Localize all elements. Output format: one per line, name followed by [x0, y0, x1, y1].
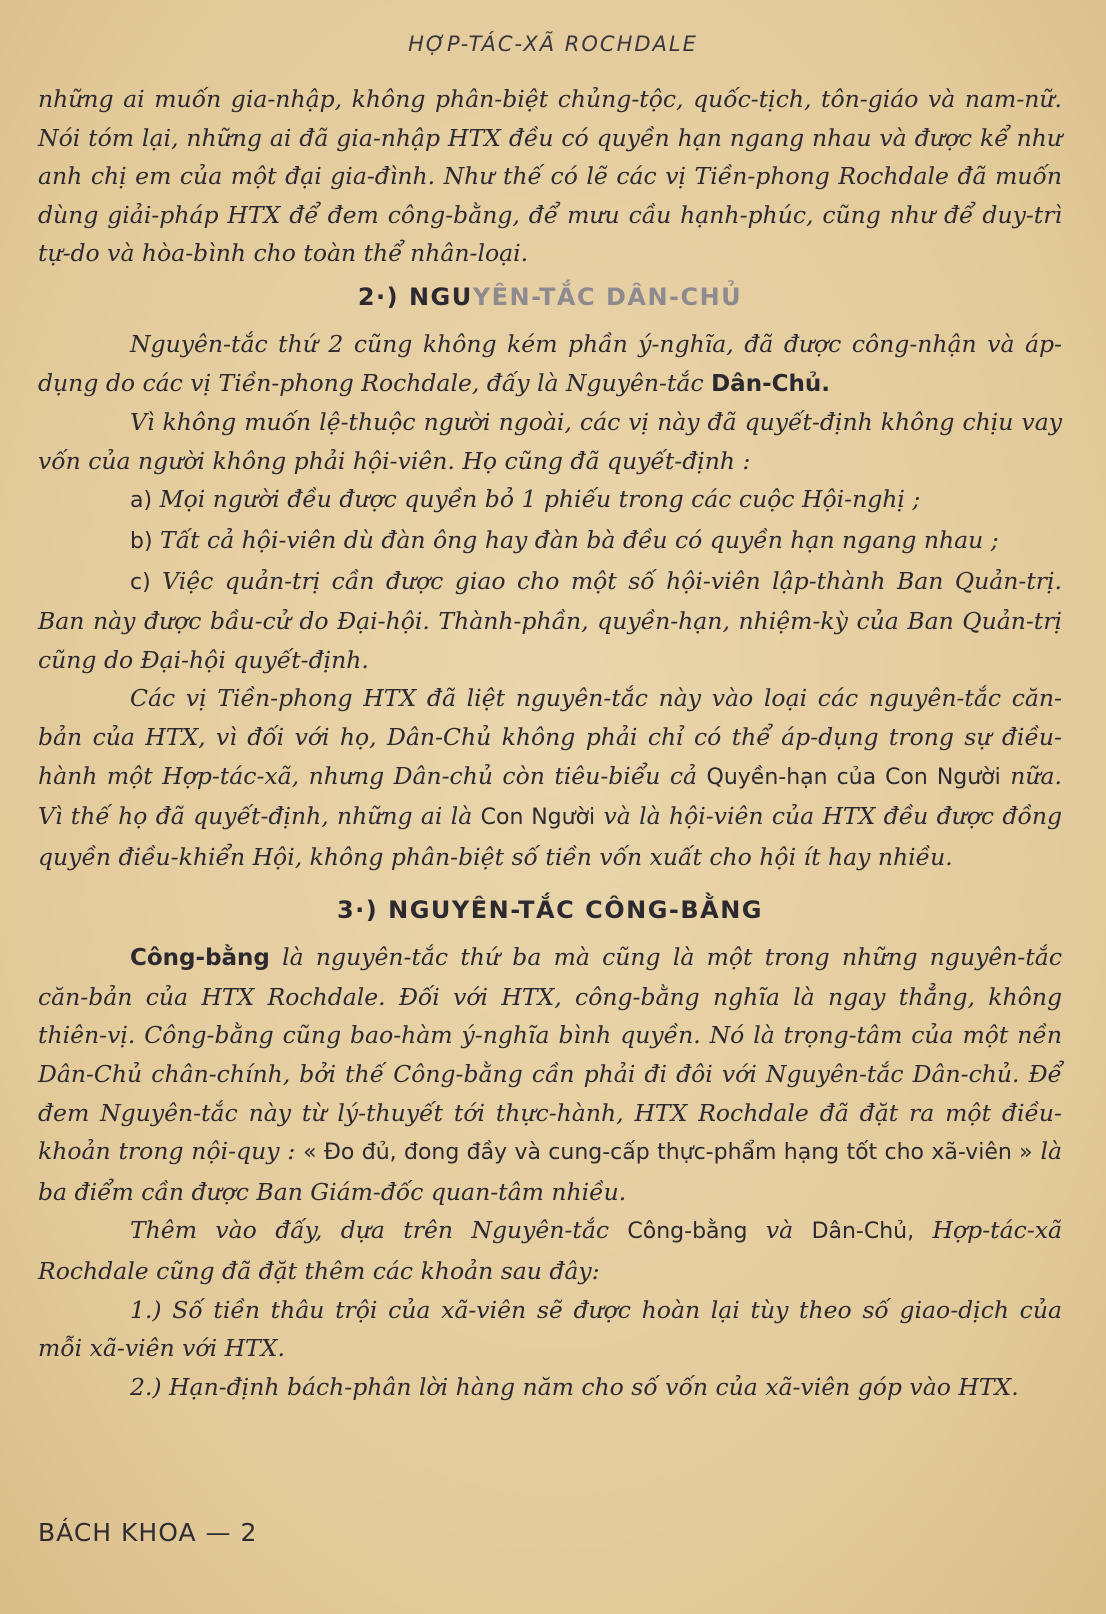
section-heading-3: 3·) NGUYÊN-TẮC CÔNG-BẰNG [336, 896, 764, 925]
paragraph-democracy-rights-b: nữa. Vì thế họ đã quyết-định, những ai là [38, 761, 1062, 831]
term-dan-chu: Dân-Chủ. [711, 370, 830, 397]
paragraph-additions-b: và [765, 1216, 794, 1245]
list-item-2: 2.) Hạn-định bách-phân lời hàng năm cho số vốn của xã-viên góp vào HTX. [130, 1372, 1019, 1401]
paragraph-democracy-decision: Vì không muốn lệ-thuộc người ngoài, các vị này đã quyết-định không chịu vay vốn của người không phải hội-viên. Họ cũng đã quyết-định : [38, 408, 1062, 475]
paragraph-additions-a: Thêm vào đấy, dựa trên Nguyên-tắc [130, 1216, 610, 1245]
page-footer: BÁCH KHOA — 2 [38, 1518, 258, 1547]
running-head: HỢP-TÁC-XÃ ROCHDALE [408, 32, 698, 56]
term-cong-bang: Công-bằng [130, 945, 270, 972]
list-item-c [38, 562, 1062, 680]
list-item-c-text: Việc quản-trị cần được giao cho một số hội-viên lập-thành Ban Quản-trị. Ban này được bầu-cử do Đại-hội. Thành-phần, quyền-hạn, nhiệm-kỳ của Ban Quản-trị cũng do Đại-hội quyết-định. [38, 566, 1062, 674]
paragraph-additions [38, 1211, 1062, 1290]
phrase-dan-chu: Dân-Chủ, [811, 1219, 915, 1245]
paragraph-equity-a: là nguyên-tắc thứ ba mà cũng là một trong những nguyên-tắc căn-bản của HTX Rochdale. Đối với HTX, công-bằng nghĩa là ngay thẳng, không thiên-vị. Công-bằng cũng bao-hàm ý-nghĩa bình quyền. Nó là trọng-tâm của một nền Dân-Chủ chân-chính, bởi thế Công-bằng cần phải đi đôi với Nguyên-tắc Dân-chủ. Để đem Nguyên-tắc này từ lý-thuyết tới thực-hành, HTX Rochdale đã đặt ra một điều-khoản trong nội-quy : [38, 943, 1062, 1166]
list-item-c-label: c) [130, 569, 151, 595]
paragraph-democracy-rights [38, 679, 1062, 876]
section-heading-2 [38, 283, 1062, 311]
phrase-cong-bang: Công-bằng [627, 1219, 748, 1245]
paragraph-intro: những ai muốn gia-nhập, không phân-biệt chủng-tộc, quốc-tịch, tôn-giáo và nam-nữ. Nói tóm lại, những ai đã gia-nhập HTX đều có quyền hạn ngang nhau và được kể như anh chị em của một đại gia-đình. Như thế có lẽ các vị Tiền-phong Rochdale đã muốn dùng giải-pháp HTX để đem công-bằng, để mưu cầu hạnh-phúc, cũng như để duy-trì tự-do và hòa-bình cho toàn thể nhân-loại. [38, 85, 1062, 268]
paragraph-equity-b: là ba điểm cần được Ban Giám-đốc quan-tâm nhiều. [38, 1137, 1062, 1206]
list-item-b [38, 521, 1062, 562]
list-item-a-label: a) [130, 488, 153, 514]
paragraph-democracy-intro-text: Nguyên-tắc thứ 2 cũng không kém phần ý-nghĩa, đã được công-nhận và áp-dụng do các vị Tiền-phong Rochdale, đấy là Nguyên-tắc [38, 329, 1062, 397]
paragraph-democracy-rights-a: Các vị Tiền-phong HTX đã liệt nguyên-tắc này vào loại các nguyên-tắc căn-bản của HTX, vì đối với họ, Dân-Chủ không phải chỉ có thể áp-dụng trong sự điều-hành một Hợp-tác-xã, nhưng Dân-chủ còn tiêu-biểu cả [38, 684, 1062, 790]
section-heading-2-rest: YÊN-TẮC DÂN-CHỦ [472, 282, 743, 311]
list-item-b-label: b) [130, 528, 153, 554]
paragraph-democracy-rights-c: và là hội-viên của HTX đều được đồng quyền điều-khiển Hội, không phân-biệt số tiền vốn xuất cho hội ít hay nhiều. [38, 802, 1063, 871]
body-text [38, 80, 1062, 1406]
section-heading-2-lead: 2·) NGU [357, 282, 473, 311]
phrase-human-rights: Quyền-hạn của Con Người [706, 764, 1001, 790]
list-item-a [38, 480, 1062, 521]
list-item-a-text: Mọi người đều được quyền bỏ 1 phiếu trong các cuộc Hội-nghị ; [159, 485, 921, 514]
paragraph-democracy-intro [38, 325, 1062, 403]
phrase-con-nguoi: Con Người [480, 805, 596, 831]
paragraph-additions-c: Hợp-tác-xã Rochdale cũng đã đặt thêm các khoản sau đây: [38, 1216, 1062, 1286]
paragraph-equity [38, 938, 1062, 1211]
quote-bylaw: « Đo đủ, đong đầy và cung-cấp thực-phẩm hạng tốt cho xã-viên » [303, 1140, 1033, 1166]
list-item-b-text: Tất cả hội-viên dù đàn ông hay đàn bà đều có quyền hạn ngang nhau ; [160, 525, 999, 554]
list-item-1: 1.) Số tiền thâu trội của xã-viên sẽ được hoàn lại tùy theo số giao-dịch của mỗi xã-viên với HTX. [38, 1295, 1062, 1363]
